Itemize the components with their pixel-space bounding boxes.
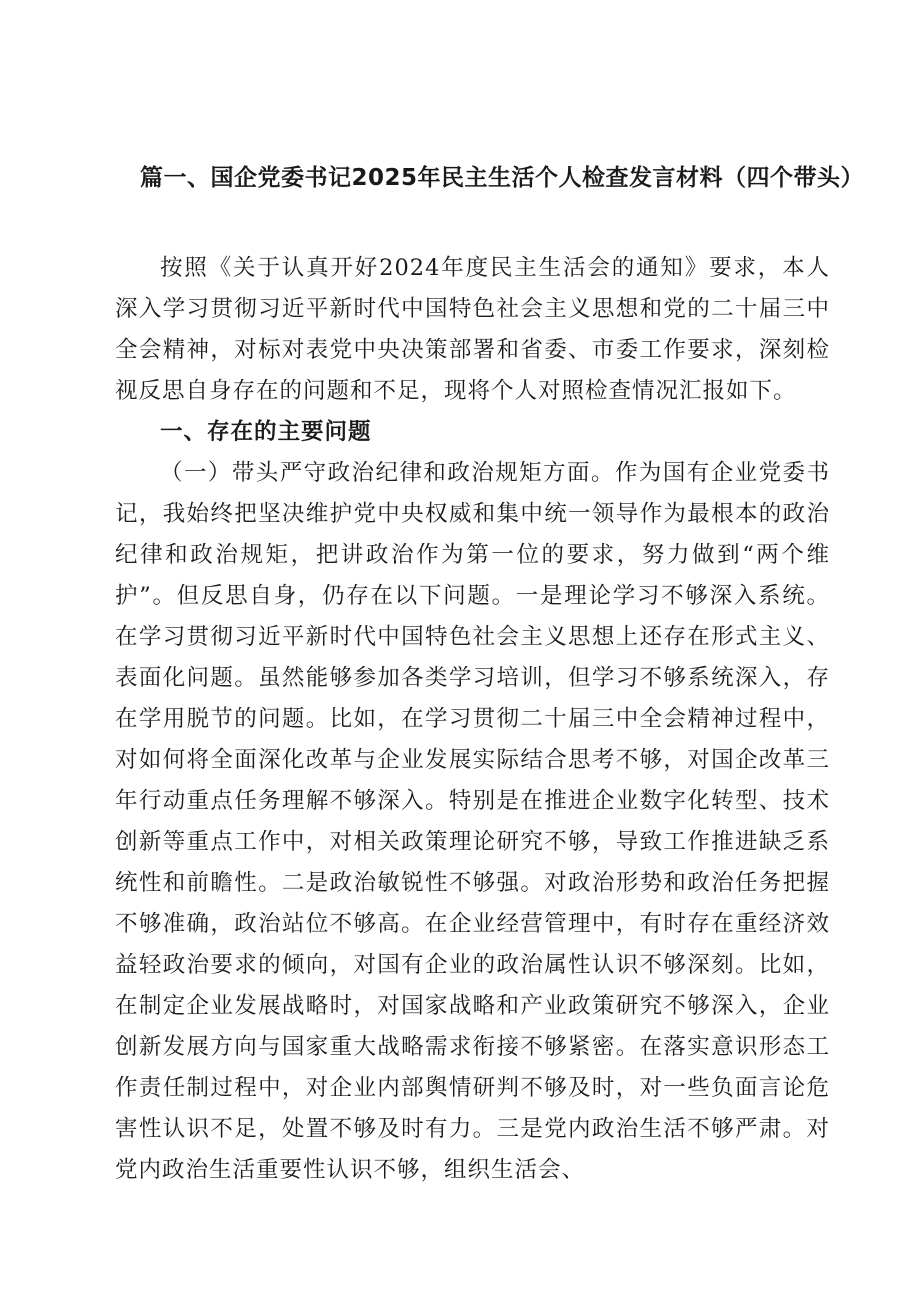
document-body <box>115 248 830 1191</box>
document-title: 篇一、国企党委书记2025年民主生活个人检查发言材料（四个带头） <box>140 165 865 191</box>
intro-paragraph: 按照《关于认真开好2024年度民主生活会的通知》要求，本人深入学习贯彻习近平新时代中国特色社会主义思想和党的二十届三中全会精神，对标对表党中央决策部署和省委、市委工作要求，深刻检视反思自身存在的问题和不足，现将个人对照检查情况汇报如下。 <box>115 255 830 404</box>
section-heading-main-problems: 一、存在的主要问题 <box>160 419 372 445</box>
subsection-paragraph-political-discipline: （一）带头严守政治纪律和政治规矩方面。作为国有企业党委书记，我始终把坚决维护党中央权威和集中统一领导作为最根本的政治纪律和政治规矩，把讲政治作为第一位的要求，努力做到“两个维护”。但反思自身，仍存在以下问题。一是理论学习不够深入系统。在学习贯彻习近平新时代中国特色社会主义思想上还存在形式主义、表面化问题。虽然能够参加各类学习培训，但学习不够系统深入，存在学用脱节的问题。比如，在学习贯彻二十届三中全会精神过程中，对如何将全面深化改革与企业发展实际结合思考不够，对国企改革三年行动重点任务理解不够深入。特别是在推进企业数字化转型、技术创新等重点工作中，对相关政策理论研究不够，导致工作推进缺乏系统性和前瞻性。二是政治敏锐性不够强。对政治形势和政治任务把握不够准确，政治站位不够高。在企业经营管理中，有时存在重经济效益轻政治要求的倾向，对国有企业的政治属性认识不够深刻。比如，在制定企业发展战略时，对国家战略和产业政策研究不够深入，企业创新发展方向与国家重大战略需求衔接不够紧密。在落实意识形态工作责任制过程中，对企业内部舆情研判不够及时，对一些负面言论危害性认识不足，处置不够及时有力。三是党内政治生活不够严肃。对党内政治生活重要性认识不够，组织生活会、 <box>115 460 830 1183</box>
